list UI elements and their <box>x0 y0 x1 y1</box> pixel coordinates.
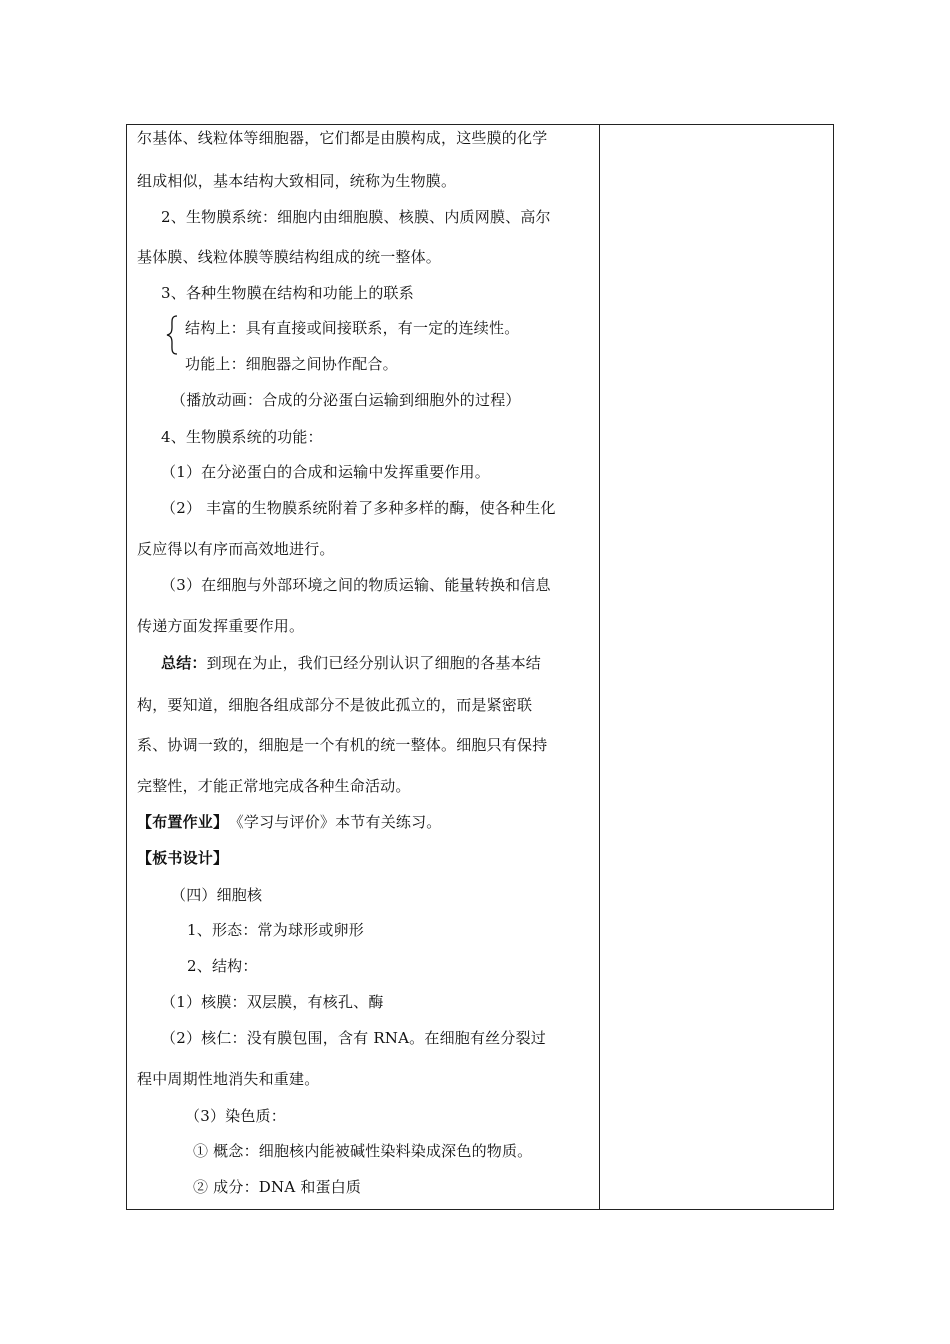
homework-line <box>137 812 442 832</box>
summary-text: 到现在为止，我们已经分别认识了细胞的各基本结 <box>206 654 542 672</box>
text-line: 2、生物膜系统：细胞内由细胞膜、核膜、内质网膜、高尔 <box>161 208 551 226</box>
text-line: （3）染色质： <box>185 1107 286 1125</box>
text-line: （四）细胞核 <box>171 886 263 904</box>
text-line: 反应得以有序而高效地进行。 <box>137 540 335 558</box>
text-line: 系、协调一致的，细胞是一个有机的统一整体。细胞只有保持 <box>137 736 548 754</box>
text-line: （1）在分泌蛋白的合成和运输中发挥重要作用。 <box>161 463 490 481</box>
text-line: ① 概念：细胞核内能被碱性染料染成深色的物质。 <box>193 1142 533 1160</box>
text-line: 完整性，才能正常地完成各种生命活动。 <box>137 777 411 795</box>
text-line: 程中周期性地消失和重建。 <box>137 1070 320 1088</box>
text-line: 组成相似，基本结构大致相同，统称为生物膜。 <box>137 172 457 190</box>
content-cell <box>127 125 599 1209</box>
text-line: 1、形态：常为球形或卵形 <box>187 921 364 939</box>
text-line: （2） 丰富的生物膜系统附着了多种多样的酶，使各种生化 <box>161 499 556 517</box>
text-line: ② 成分：DNA 和蛋白质 <box>193 1178 362 1196</box>
summary-line <box>161 653 541 673</box>
text-line: （1）核膜：双层膜，有核孔、酶 <box>161 993 384 1011</box>
left-brace-icon <box>165 315 179 355</box>
text-line: （播放动画：合成的分泌蛋白运输到细胞外的过程） <box>171 391 521 409</box>
board-design-heading: 【板书设计】 <box>137 849 229 867</box>
homework-label: 【布置作业】 <box>137 813 229 831</box>
text-line: 结构上：具有直接或间接联系，有一定的连续性。 <box>185 319 520 337</box>
text-line: 2、结构： <box>187 957 258 975</box>
text-line: 传递方面发挥重要作用。 <box>137 617 305 635</box>
notes-cell <box>600 125 833 1209</box>
text-line: 3、各种生物膜在结构和功能上的联系 <box>161 284 414 302</box>
text-line: （2）核仁：没有膜包围，含有 RNA。在细胞有丝分裂过 <box>161 1029 546 1047</box>
homework-text: 《学习与评价》本节有关练习。 <box>236 813 442 831</box>
text-line: 构，要知道，细胞各组成部分不是彼此孤立的，而是紧密联 <box>137 696 533 714</box>
text-line: 尔基体、线粒体等细胞器，它们都是由膜构成，这些膜的化学 <box>137 129 548 147</box>
lesson-table <box>126 124 834 1210</box>
text-line: （3）在细胞与外部环境之间的物质运输、能量转换和信息 <box>161 576 551 594</box>
text-line: 基体膜、线粒体膜等膜结构组成的统一整体。 <box>137 248 442 266</box>
text-line: 功能上：细胞器之间协作配合。 <box>185 355 398 373</box>
text-line: 4、生物膜系统的功能： <box>161 428 323 446</box>
summary-label: 总结： <box>161 654 207 672</box>
